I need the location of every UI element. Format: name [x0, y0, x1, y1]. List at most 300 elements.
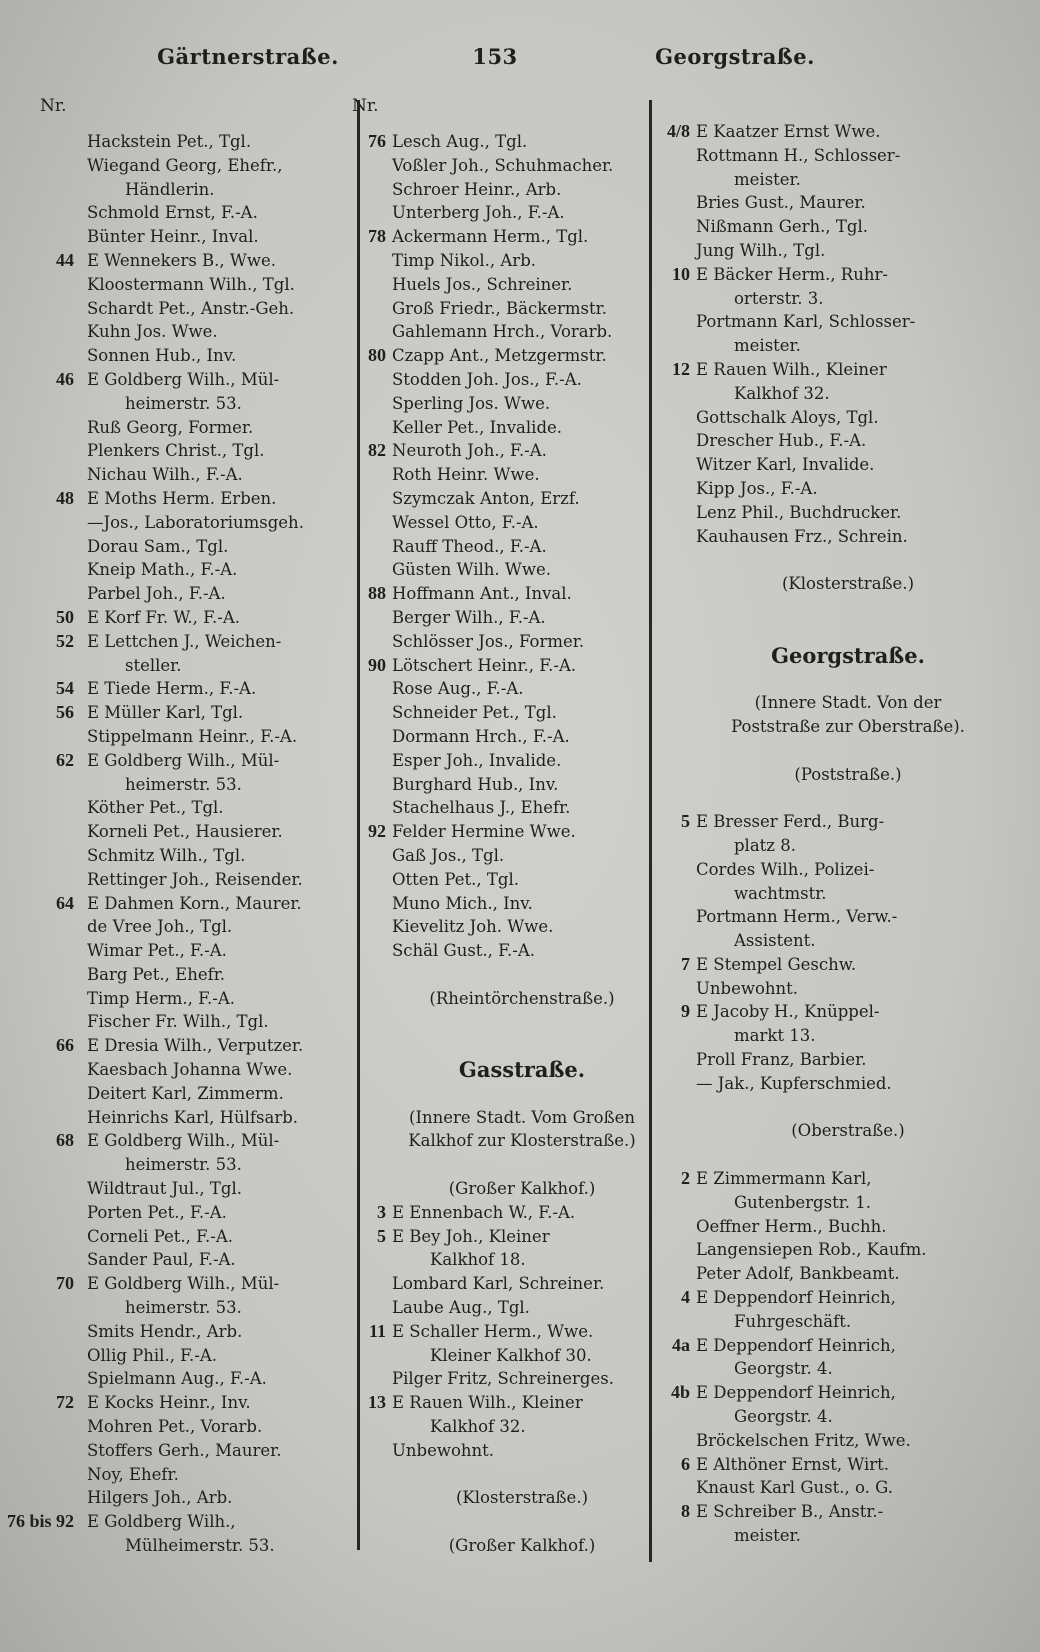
entry-text: Fuhrgeschäft.: [734, 1311, 852, 1331]
entry-text: E Deppendorf Heinrich,: [696, 1383, 896, 1403]
cross-street-note: [654, 1119, 1000, 1143]
directory-entry: [40, 796, 358, 820]
entry-text: meister.: [734, 1526, 801, 1546]
directory-entry: [654, 929, 1000, 953]
entry-text: E Kocks Heinr., Inv.: [87, 1393, 251, 1413]
directory-entry: [40, 654, 358, 678]
directory-entry: [654, 120, 1000, 144]
directory-entry: [352, 939, 652, 963]
directory-entry: [40, 844, 358, 868]
spacer: [352, 1510, 652, 1534]
entry-text: de Vree Joh., Tgl.: [87, 917, 233, 937]
directory-entry: [352, 677, 652, 701]
directory-entry: [40, 368, 358, 392]
directory-entry: [352, 439, 652, 463]
house-number: 54: [56, 678, 74, 699]
entry-text: Wessel Otto, F.-A.: [392, 512, 539, 532]
cross-street-note: [352, 1177, 652, 1201]
number-column-label: [40, 95, 358, 130]
entry-text: E Goldberg Wilh., Mül-: [87, 1131, 280, 1151]
directory-entry: [654, 1215, 1000, 1239]
directory-entry: [352, 749, 652, 773]
directory-entry: [654, 501, 1000, 525]
directory-entry: [654, 477, 1000, 501]
entry-text: Gutenbergstr. 1.: [734, 1192, 872, 1212]
entry-text: Gasstraße.: [458, 1057, 586, 1083]
entry-text: Kalkhof 18.: [430, 1250, 526, 1270]
directory-entry: [654, 144, 1000, 168]
entry-text: Voßler Joh., Schuhmacher.: [392, 155, 614, 175]
directory-entry: [40, 225, 358, 249]
entry-text: E Bresser Ferd., Burg-: [696, 812, 885, 832]
directory-entry: [352, 130, 652, 154]
entry-text: Ackermann Herm., Tgl.: [392, 227, 589, 247]
entry-text: Kauhausen Frz., Schrein.: [696, 526, 908, 546]
entry-text: Spielmann Aug., F.-A.: [87, 1369, 267, 1389]
house-number: 46: [56, 368, 74, 389]
cross-street-note: [654, 763, 1000, 787]
directory-entry: [40, 297, 358, 321]
entry-text: Timp Herm., F.-A.: [87, 988, 236, 1008]
directory-entry: [40, 273, 358, 297]
entry-text: Neuroth Joh., F.-A.: [392, 441, 547, 461]
house-number: 4: [681, 1287, 690, 1308]
entry-text: Mülheimerstr. 53.: [125, 1536, 275, 1556]
directory-entry: [352, 820, 652, 844]
entry-text: heimerstr. 53.: [125, 1298, 242, 1318]
entry-text: Muno Mich., Inv.: [392, 893, 533, 913]
directory-entry: [352, 1367, 652, 1391]
entry-text: Witzer Karl, Invalide.: [696, 455, 875, 475]
entry-text: Sperling Jos. Wwe.: [392, 393, 551, 413]
entry-text: Rottmann H., Schlosser-: [696, 145, 901, 165]
directory-entry: [352, 1415, 652, 1439]
directory-entry: [654, 1000, 1000, 1024]
directory-entry: [352, 654, 652, 678]
house-number: 76: [368, 131, 386, 151]
house-number: 13: [368, 1392, 386, 1413]
entry-text: Wimar Pet., F.-A.: [87, 941, 227, 961]
entry-text: Rose Aug., F.-A.: [392, 679, 524, 699]
spacer: [352, 1153, 652, 1177]
directory-entry: [352, 1201, 652, 1225]
directory-entry: [352, 154, 652, 178]
house-number: 62: [56, 749, 74, 770]
directory-entry: [352, 1272, 652, 1296]
entry-text: E Deppendorf Heinrich,: [696, 1335, 896, 1355]
directory-entry: [654, 1357, 1000, 1381]
directory-entry: [40, 630, 358, 654]
entry-text: (Großer Kalkhof.): [448, 1536, 596, 1556]
directory-entry: [654, 905, 1000, 929]
entry-text: E Ennenbach W., F.-A.: [392, 1202, 576, 1222]
entry-text: Esper Joh., Invalide.: [392, 750, 562, 770]
directory-entry: [352, 297, 652, 321]
house-number: 50: [56, 606, 74, 627]
directory-entry: [654, 810, 1000, 834]
entry-text: Unbewohnt.: [696, 978, 799, 998]
entry-text: Gaß Jos., Tgl.: [392, 845, 505, 865]
directory-entry: [654, 1048, 1000, 1072]
entry-text: E Goldberg Wilh., Mül-: [87, 750, 280, 770]
directory-entry: [654, 168, 1000, 192]
directory-entry: [352, 582, 652, 606]
spacer: [352, 1034, 652, 1058]
directory-entry: [40, 249, 358, 273]
spacer: [654, 548, 1000, 572]
entry-text: Drescher Hub., F.-A.: [696, 431, 867, 451]
entry-text: E Jacoby H., Knüppel-: [696, 1002, 880, 1022]
entry-text: (Großer Kalkhof.): [448, 1179, 596, 1199]
entry-text: E Wennekers B., Wwe.: [87, 250, 277, 270]
entry-text: Stippelmann Heinr., F.-A.: [87, 726, 298, 746]
directory-entry: [352, 1391, 652, 1415]
directory-entry: [40, 1439, 358, 1463]
directory-entry: [40, 939, 358, 963]
entry-text: Roth Heinr. Wwe.: [392, 465, 540, 485]
directory-entry: [40, 1486, 358, 1510]
directory-entry: [654, 1429, 1000, 1453]
house-number: 4b: [670, 1382, 690, 1403]
entry-text: Nr.: [352, 96, 379, 116]
entry-text: Kipp Jos., F.-A.: [696, 478, 818, 498]
directory-entry: [40, 1248, 358, 1272]
running-head-left: Gärtnerstraße.: [157, 44, 339, 69]
directory-entry: [40, 1201, 358, 1225]
house-number: 64: [56, 892, 74, 913]
house-number: 5: [377, 1225, 386, 1246]
entry-text: (Innere Stadt. Von der: [754, 693, 942, 713]
entry-text: Schroer Heinr., Arb.: [392, 179, 562, 199]
directory-entry: [40, 1344, 358, 1368]
entry-text: E Zimmermann Karl,: [696, 1169, 872, 1189]
directory-entry: [654, 1024, 1000, 1048]
directory-entry: [654, 525, 1000, 549]
directory-entry: [654, 1453, 1000, 1477]
directory-entry: [352, 535, 652, 559]
entry-text: Bröckelschen Fritz, Wwe.: [696, 1430, 911, 1450]
house-number: 8: [681, 1501, 690, 1522]
entry-text: Noy, Ehefr.: [87, 1464, 179, 1484]
entry-text: Kleiner Kalkhof 30.: [430, 1345, 592, 1365]
entry-text: Plenkers Christ., Tgl.: [87, 441, 265, 461]
entry-text: Sonnen Hub., Inv.: [87, 346, 237, 366]
house-number: 44: [56, 249, 74, 270]
entry-text: Güsten Wilh. Wwe.: [392, 560, 551, 580]
entry-text: E Bäcker Herm., Ruhr-: [696, 264, 888, 284]
entry-text: (Innere Stadt. Vom Großen: [409, 1107, 635, 1127]
entry-text: Mohren Pet., Vorarb.: [87, 1417, 263, 1437]
cross-street-note: [352, 987, 652, 1011]
directory-entry: [40, 963, 358, 987]
entry-text: Deitert Karl, Zimmerm.: [87, 1083, 284, 1103]
directory-entry: [654, 1524, 1000, 1548]
directory-entry: [352, 344, 652, 368]
directory-entry: [40, 1034, 358, 1058]
spacer: [654, 739, 1000, 763]
entry-text: Unterberg Joh., F.-A.: [392, 203, 565, 223]
directory-entry: [40, 130, 358, 154]
directory-entry: [654, 215, 1000, 239]
entry-text: Schneider Pet., Tgl.: [392, 703, 557, 723]
directory-entry: [654, 1334, 1000, 1358]
entry-text: E Tiede Herm., F.-A.: [87, 679, 257, 699]
entry-text: Cordes Wilh., Polizei-: [696, 859, 875, 879]
directory-entry: [654, 882, 1000, 906]
entry-text: E Dahmen Korn., Maurer.: [87, 893, 302, 913]
entry-text: heimerstr. 53.: [125, 393, 242, 413]
entry-text: Sander Paul, F.-A.: [87, 1250, 236, 1270]
directory-entry: [352, 1296, 652, 1320]
entry-text: wachtmstr.: [734, 883, 827, 903]
house-number: 76 bis 92: [6, 1511, 74, 1532]
directory-entry: [654, 1405, 1000, 1429]
entry-text: (Klosterstraße.): [781, 574, 915, 594]
number-column-label: [352, 95, 652, 130]
street-heading: [352, 1058, 652, 1082]
entry-text: — Jak., Kupferschmied.: [696, 1073, 892, 1093]
house-number: 6: [681, 1453, 690, 1474]
entry-text: Parbel Joh., F.-A.: [87, 584, 226, 604]
directory-entry: [40, 1272, 358, 1296]
directory-entry: [352, 392, 652, 416]
directory-entry: [352, 368, 652, 392]
spacer: [654, 667, 1000, 691]
directory-entry: [352, 1320, 652, 1344]
entry-text: Heinrichs Karl, Hülfsarb.: [87, 1107, 299, 1127]
cross-street-note: [654, 691, 1000, 715]
directory-entry: [654, 1238, 1000, 1262]
directory-entry: [352, 487, 652, 511]
entry-text: Gahlemann Hrch., Vorarb.: [392, 322, 613, 342]
directory-entry: [654, 977, 1000, 1001]
entry-text: Stodden Joh. Jos., F.-A.: [392, 369, 582, 389]
entry-text: Burghard Hub., Inv.: [392, 774, 559, 794]
house-number: 48: [56, 487, 74, 508]
directory-entry: [654, 191, 1000, 215]
directory-entry: [40, 987, 358, 1011]
directory-entry: [40, 1010, 358, 1034]
entry-text: E Schaller Herm., Wwe.: [392, 1321, 594, 1341]
directory-entry: [40, 154, 358, 178]
entry-text: Portmann Karl, Schlosser-: [696, 312, 916, 332]
column-gaertnerstrasse: [6, 95, 358, 1558]
cross-street-note: [654, 715, 1000, 739]
directory-entry: [654, 1310, 1000, 1334]
spacer: [352, 1082, 652, 1106]
entry-text: Händlerin.: [125, 179, 215, 199]
directory-entry: [654, 406, 1000, 430]
entry-text: orterstr. 3.: [734, 288, 824, 308]
house-number: 4a: [672, 1334, 690, 1355]
directory-entry: [40, 1129, 358, 1153]
entry-text: Stoffers Gerh., Maurer.: [87, 1440, 282, 1460]
directory-entry: [352, 725, 652, 749]
directory-entry: [352, 868, 652, 892]
directory-entry: [654, 1262, 1000, 1286]
directory-entry: [352, 1248, 652, 1272]
directory-entry: [40, 463, 358, 487]
directory-entry: [352, 773, 652, 797]
entry-text: E Rauen Wilh., Kleiner: [392, 1393, 583, 1413]
entry-text: Assistent.: [734, 931, 816, 951]
directory-entry: [40, 439, 358, 463]
spacer: [654, 620, 1000, 644]
directory-entry: [654, 263, 1000, 287]
entry-text: E Rauen Wilh., Kleiner: [696, 359, 887, 379]
entry-text: Jung Wilh., Tgl.: [696, 240, 826, 260]
directory-entry: [654, 1476, 1000, 1500]
directory-entry: [40, 749, 358, 773]
house-number: 56: [56, 702, 74, 723]
entry-text: Porten Pet., F.-A.: [87, 1202, 227, 1222]
spacer: [654, 1143, 1000, 1167]
entry-text: Stachelhaus J., Ehefr.: [392, 798, 571, 818]
directory-entry: [352, 915, 652, 939]
directory-entry: [40, 201, 358, 225]
entry-text: Knaust Karl Gust., o. G.: [696, 1478, 893, 1498]
directory-entry: [654, 1381, 1000, 1405]
entry-text: Szymczak Anton, Erzf.: [392, 488, 580, 508]
entry-text: Hackstein Pet., Tgl.: [87, 132, 252, 151]
directory-entry: [352, 249, 652, 273]
entry-text: E Müller Karl, Tgl.: [87, 703, 244, 723]
directory-entry: [352, 892, 652, 916]
entry-text: Portmann Herm., Verw.-: [696, 907, 898, 927]
house-number: 7: [681, 953, 690, 974]
directory-entry: [40, 558, 358, 582]
directory-entry: [352, 1344, 652, 1368]
entry-text: Schardt Pet., Anstr.-Geh.: [87, 298, 295, 318]
entry-text: Nichau Wilh., F.-A.: [87, 465, 243, 485]
directory-entry: [654, 310, 1000, 334]
directory-entry: [352, 320, 652, 344]
entry-text: E Dresia Wilh., Verputzer.: [87, 1036, 304, 1056]
directory-entry: [654, 953, 1000, 977]
house-number: 5: [681, 811, 690, 832]
entry-text: Schmitz Wilh., Tgl.: [87, 845, 246, 865]
entry-text: heimerstr. 53.: [125, 774, 242, 794]
directory-entry: [40, 392, 358, 416]
directory-entry: [654, 429, 1000, 453]
directory-entry: [654, 358, 1000, 382]
directory-entry: [352, 701, 652, 725]
spacer: [654, 1096, 1000, 1120]
entry-text: (Poststraße.): [794, 764, 902, 784]
entry-text: Peter Adolf, Bankbeamt.: [696, 1264, 900, 1284]
directory-entry: [352, 1439, 652, 1463]
entry-text: Schäl Gust., F.-A.: [392, 941, 536, 961]
house-number: 9: [681, 1001, 690, 1022]
house-number: 70: [56, 1273, 74, 1294]
entry-text: Köther Pet., Tgl.: [87, 798, 224, 818]
entry-text: Pilger Fritz, Schreinerges.: [392, 1369, 614, 1389]
directory-entry: [654, 382, 1000, 406]
entry-text: Lesch Aug., Tgl.: [392, 132, 528, 151]
directory-entry: [40, 416, 358, 440]
directory-entry: [352, 606, 652, 630]
house-number: 82: [368, 440, 386, 461]
directory-entry: [40, 511, 358, 535]
entry-text: Langensiepen Rob., Kaufm.: [696, 1240, 927, 1260]
directory-entry: [352, 416, 652, 440]
directory-entry: [352, 796, 652, 820]
entry-text: (Klosterstraße.): [455, 1488, 589, 1508]
directory-entry: [40, 1296, 358, 1320]
directory-entry: [654, 834, 1000, 858]
entry-text: Groß Friedr., Bäckermstr.: [392, 298, 607, 318]
entry-text: Lenz Phil., Buchdrucker.: [696, 502, 902, 522]
entry-text: E Bey Joh., Kleiner: [392, 1226, 550, 1246]
directory-entry: [40, 1391, 358, 1415]
entry-text: Rauff Theod., F.-A.: [392, 536, 547, 556]
directory-entry: [40, 1058, 358, 1082]
entry-text: Ollig Phil., F.-A.: [87, 1345, 218, 1365]
directory-entry: [654, 453, 1000, 477]
directory-entry: [40, 1153, 358, 1177]
entry-text: Timp Nikol., Arb.: [392, 250, 537, 270]
entry-text: Wiegand Georg, Ehefr.,: [87, 155, 283, 175]
entry-text: Kneip Math., F.-A.: [87, 560, 238, 580]
directory-entry: [40, 1534, 358, 1558]
directory-entry: [6, 1510, 358, 1534]
directory-entry: [40, 320, 358, 344]
entry-text: Hoffmann Ant., Inval.: [392, 584, 572, 604]
entry-text: Schmold Ernst, F.-A.: [87, 203, 258, 223]
entry-text: Bries Gust., Maurer.: [696, 193, 866, 213]
directory-entry: [40, 1320, 358, 1344]
entry-text: Kievelitz Joh. Wwe.: [392, 917, 554, 937]
house-number: 11: [368, 1320, 386, 1341]
directory-entry: [40, 582, 358, 606]
entry-text: meister.: [734, 336, 801, 356]
cross-street-note: [352, 1129, 652, 1153]
directory-entry: [654, 858, 1000, 882]
entry-text: Fischer Fr. Wilh., Tgl.: [87, 1012, 269, 1032]
cross-street-note: [352, 1486, 652, 1510]
entry-text: Felder Hermine Wwe.: [392, 822, 576, 842]
spacer: [654, 596, 1000, 620]
entry-text: heimerstr. 53.: [125, 1155, 242, 1175]
directory-entry: [40, 1106, 358, 1130]
directory-entry: [654, 1500, 1000, 1524]
directory-entry: [352, 630, 652, 654]
directory-entry: [40, 344, 358, 368]
running-head-right: Georgstraße.: [655, 44, 815, 69]
cross-street-note: [654, 572, 1000, 596]
entry-text: Barg Pet., Ehefr.: [87, 964, 226, 984]
house-number: 12: [672, 358, 690, 379]
street-heading: [654, 644, 1000, 668]
directory-entry: [40, 773, 358, 797]
spacer: [352, 1010, 652, 1034]
directory-entry: [40, 1225, 358, 1249]
directory-entry: [654, 1072, 1000, 1096]
entry-text: E Lettchen J., Weichen-: [87, 631, 282, 651]
entry-text: Georgstr. 4.: [734, 1407, 833, 1427]
entry-text: (Oberstraße.): [791, 1121, 905, 1141]
spacer: [654, 786, 1000, 810]
entry-text: E Kaatzer Ernst Wwe.: [696, 122, 881, 141]
directory-entry: [352, 463, 652, 487]
entry-text: Lötschert Heinr., F.-A.: [392, 655, 577, 675]
entry-text: Georgstraße.: [771, 642, 925, 668]
directory-entry: [40, 1082, 358, 1106]
directory-entry: [352, 201, 652, 225]
entry-text: Lombard Karl, Schreiner.: [392, 1274, 605, 1294]
house-number: 4/8: [666, 121, 690, 141]
entry-text: Ruß Georg, Former.: [87, 417, 254, 437]
